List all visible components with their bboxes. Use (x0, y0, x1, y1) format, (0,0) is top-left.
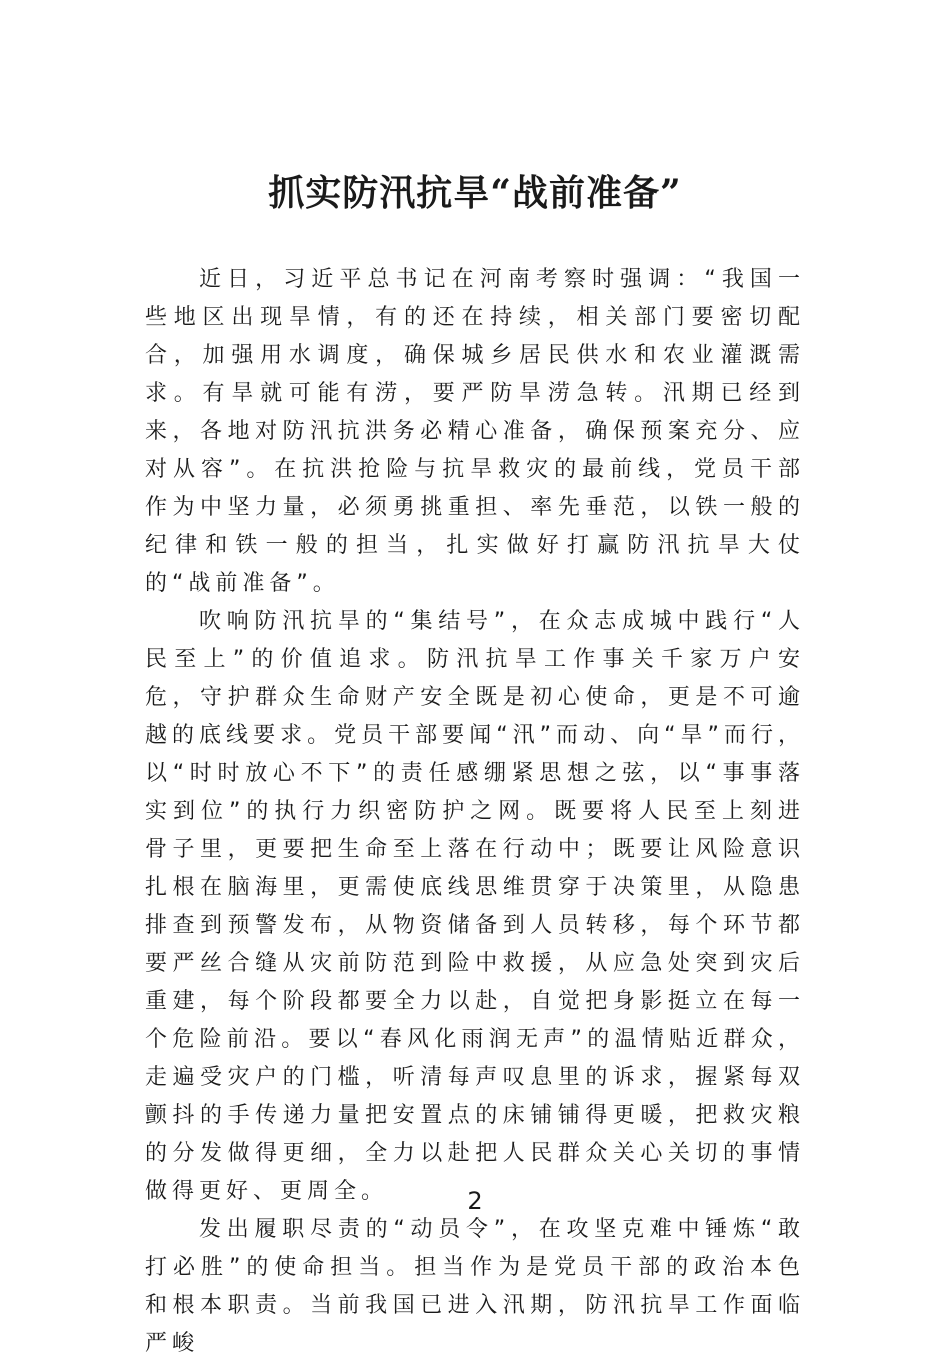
paragraph-3: 发出履职尽责的“动员令”，在攻坚克难中锤炼“敢打必胜”的使命担当。担当作为是党员干部的政治本色和根本职责。当前我国已进入汛期，防汛抗旱工作面临严峻 (145, 1217, 805, 1356)
page-number: 2 (467, 1187, 483, 1215)
paragraph-2: 吹响防汛抗旱的“集结号”，在众志成城中践行“人民至上”的价值追求。防汛抗旱工作事关千家万户安危，守护群众生命财产安全既是初心使命，更是不可逾越的底线要求。党员干部要闻“汛”而动、向“旱”而行，以“时时放心不下”的责任感绷紧思想之弦，以“事事落实到位”的执行力织密防护之网。既要将人民至上刻进骨子里，更要把生命至上落在行动中；既要让风险意识扎根在脑海里，更需使底线思维贯穿于决策里，从隐患排查到预警发布，从物资储备到人员转移，每个环节都要严丝合缝从灾前防范到险中救援，从应急处突到灾后重建，每个阶段都要全力以赴，自觉把身影挺立在每一个危险前沿。要以“春风化雨润无声”的温情贴近群众，走遍受灾户的门槛，听清每声叹息里的诉求，握紧每双颤抖的手传递力量把安置点的床铺铺得更暖，把救灾粮的分发做得更细，全力以赴把人民群众关心关切的事情做得更好、更周全。 (145, 609, 805, 1204)
paragraph-1: 近日，习近平总书记在河南考察时强调：“我国一些地区出现旱情，有的还在持续，相关部门要密切配合，加强用水调度，确保城乡居民供水和农业灌溉需求。有旱就可能有涝，要严防旱涝急转。汛期已经到来，各地对防汛抗洪务必精心准备，确保预案充分、应对从容”。在抗洪抢险与抗旱救灾的最前线，党员干部作为中坚力量，必须勇挑重担、率先垂范，以铁一般的纪律和铁一般的担当，扎实做好打赢防汛抗旱大仗的“战前准备”。 (145, 267, 805, 596)
article-title: 抓实防汛抗旱“战前准备” (268, 172, 682, 214)
